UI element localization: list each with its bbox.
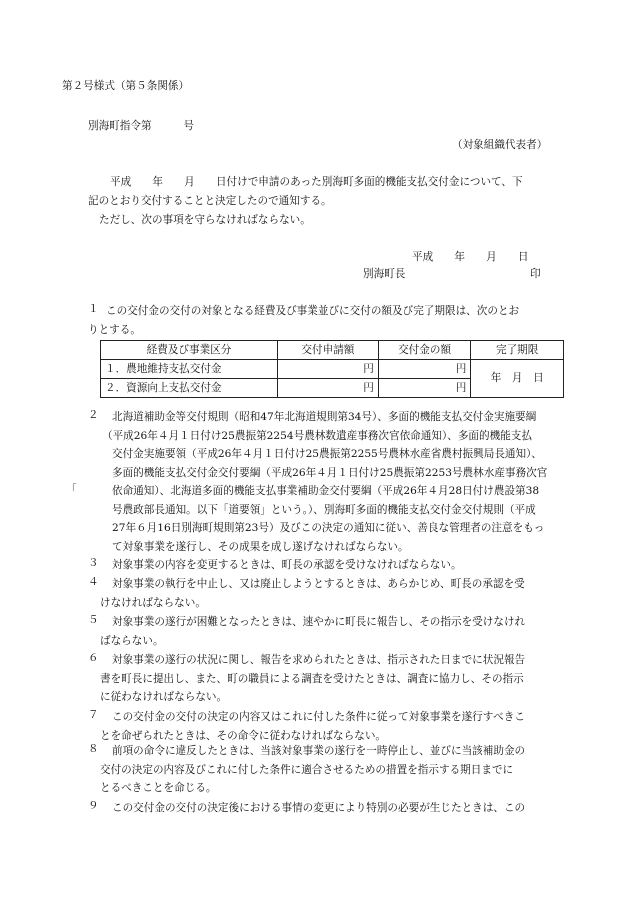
clause-number: ８ [88, 743, 99, 755]
mayor-title: 別海町長 [363, 268, 406, 280]
clause-number: ７ [88, 709, 99, 721]
clause-line: 対象事業の遂行が困難となったときは、速やかに町長に報告し、その指示を受けなけれ [112, 616, 526, 628]
clause-line: 前項の命令に違反したときは、当該対象事業の遂行を一時停止し、並びに当該補助金の [112, 745, 526, 757]
clause-line: 多面的機能支払交付金交付要綱（平成26年４月１日付け25農振第2253号農林水産事務次官 [112, 466, 548, 479]
clause-number: ６ [88, 652, 99, 664]
clause-number: ５ [88, 614, 99, 626]
intro-line: 記のとおり交付することと決定したので通知する。 [88, 195, 332, 207]
clause-line: て対象事業を遂行し、その成果を成し遂げなければならない。 [112, 540, 409, 553]
issue-date: 平成 年 月 日 [412, 251, 529, 263]
clause-line: ばならない。 [100, 634, 164, 647]
clause-line: 依命通知）、北海道多面的機能支払事業補助金交付要綱（平成26年４月28日付け農設第38 [112, 485, 540, 497]
table-header-row [101, 341, 564, 360]
form-label: 第２号様式（第５条関係） [62, 80, 190, 92]
clause-line: 対象事業の執行を中止し、又は廃止しようとするときは、あらかじめ、町長の承認を受 [112, 578, 525, 590]
clause-5 [88, 613, 578, 651]
command-number: 別海町指令第 号 [88, 120, 194, 132]
clause-line: 北海道補助金等交付規則（昭和47年北海道規則第34号）、多面的機能支払交付金実施要綱 [112, 411, 537, 423]
clause-number: ９ [88, 800, 99, 812]
clause-number: １ [88, 303, 99, 315]
clause-line: 号農政部長通知。以下「道要領」という。）、別海町多面的機能支払交付金交付規則（平成 [112, 503, 536, 516]
clause-line: この交付金の交付の対象となる経費及び事業並びに交付の額及び完了期限は、次のとお [106, 305, 520, 317]
clause-line: りとする。 [88, 323, 141, 336]
clause-7 [88, 708, 578, 746]
row-category: １．農地維持支払交付金 [101, 360, 278, 379]
clause-line: 対象事業の遂行の状況に関し、報告を求められたときは、指示された日までに状況報告 [112, 654, 526, 666]
clause-line: 27年６月16日別海町規則第23号）及びこの決定の通知に従い、善良な管理者の注意をもっ [112, 522, 545, 534]
addressee: （対象組織代表者） [452, 139, 548, 151]
intro-line: ただし、次の事項を守らなければならない。 [99, 214, 311, 226]
header-category: 経費及び事業区分 [101, 341, 278, 360]
clause-6 [88, 651, 578, 708]
clause-8 [88, 742, 578, 799]
clause-line: とるべきことを命じる。 [100, 782, 217, 794]
clause-4 [88, 575, 578, 613]
clause-1 [88, 302, 578, 340]
intro-paragraph [88, 173, 523, 230]
clause-number: ２ [88, 409, 99, 421]
clause-number: ４ [88, 576, 99, 588]
clause-line: 書を町長に提出し、また、町の職員による調査を受けたときは、調査に協力し、その指示 [100, 672, 524, 685]
clause-number: ３ [88, 557, 99, 569]
clause-line: とを命ぜられたときは、その命令に従わなければならない。 [100, 729, 387, 742]
row-granted: 円 [378, 379, 471, 398]
clause-line: 交付の決定の内容及びこれに付した条件に適合させるための措置を指示する期日までに [100, 763, 514, 776]
header-applied: 交付申請額 [278, 341, 379, 360]
row-category: ２．資源向上支払交付金 [101, 379, 278, 398]
clause-3 [88, 556, 578, 575]
header-deadline: 完了期限 [471, 341, 564, 360]
clause-line: （平成26年４月１日付け25農振第2254号農林数遺産事務次官依命通知）、多面的機能支払 [102, 429, 532, 442]
grant-table [100, 340, 564, 398]
header-granted: 交付金の額 [378, 341, 471, 360]
row-granted: 円 [378, 360, 471, 379]
clause-line: に従わなければならない。 [100, 691, 228, 703]
row-applied: 円 [278, 360, 379, 379]
bracket-mark: 「 [66, 484, 77, 496]
table-row [101, 360, 564, 379]
clause-line: 対象事業の内容を変更するときは、町長の承認を受けなければならない。 [112, 559, 462, 571]
seal-mark: 印 [530, 268, 541, 280]
clause-line: この交付金の交付の決定の内容又はこれに付した条件に従って対象事業を遂行すべきこ [112, 711, 525, 723]
clause-line: この交付金の交付の決定後における事情の変更により特別の必要が生じたときは、この [112, 802, 526, 814]
clause-line: 交付金実施要領（平成26年４月１日付け25農振第2255号農林水産省農村振興局長通知）、 [112, 448, 542, 460]
clause-9 [88, 799, 578, 818]
intro-line: 平成 年 月 日付けで申請のあった別海町多面的機能支払交付金について、下 [110, 176, 523, 188]
clause-line: けなければならない。 [100, 596, 206, 609]
row-applied: 円 [278, 379, 379, 398]
clause-2 [88, 408, 578, 558]
row-deadline: 年 月 日 [471, 360, 564, 398]
